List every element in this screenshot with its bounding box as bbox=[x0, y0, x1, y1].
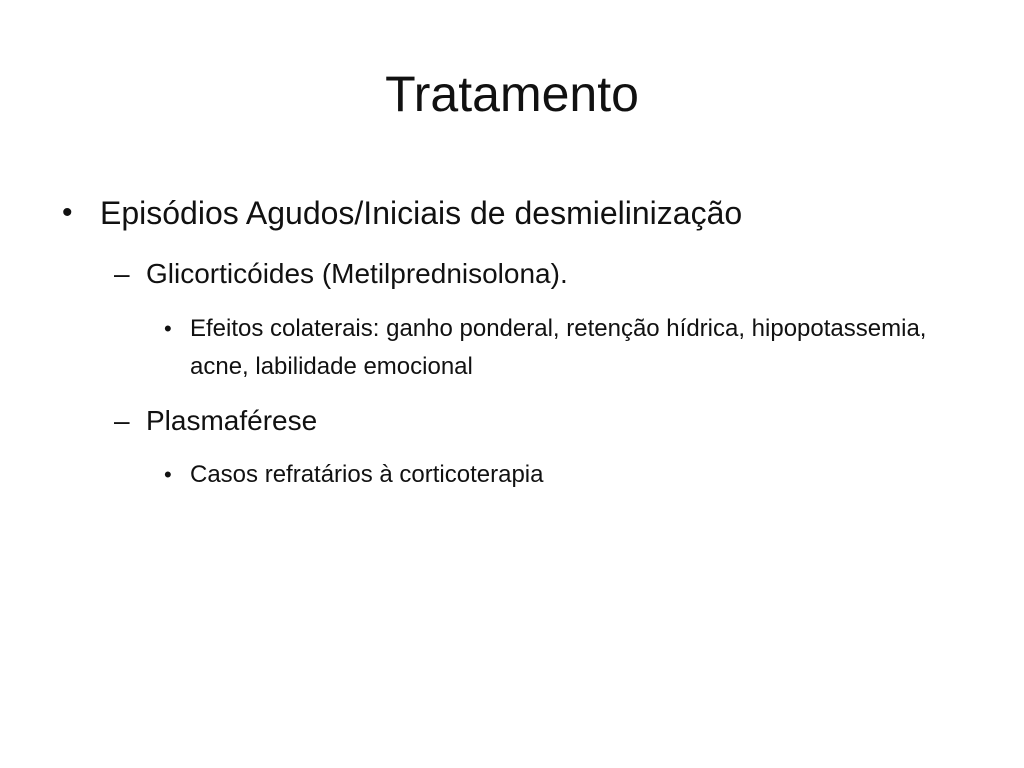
treatment-detail-text: Casos refratários à corticoterapia bbox=[190, 461, 544, 488]
bullet-marker: • bbox=[164, 462, 172, 487]
bullet-marker: • bbox=[164, 316, 172, 341]
treatment-subitem bbox=[114, 255, 914, 293]
treatment-detail-bullet bbox=[164, 310, 954, 386]
treatment-detail-bullet bbox=[164, 456, 954, 494]
main-bullet-item bbox=[62, 190, 962, 236]
dash-marker: – bbox=[114, 258, 130, 289]
dash-marker: – bbox=[114, 405, 130, 436]
slide-title: Tratamento bbox=[385, 66, 639, 122]
treatment-detail-text: Efeitos colaterais: ganho ponderal, retenção hídrica, hipopotassemia, acne, labilidade emocional bbox=[190, 315, 927, 380]
treatment-subitem-text: Glicorticóides (Metilprednisolona). bbox=[146, 258, 568, 289]
main-bullet-text: Episódios Agudos/Iniciais de desmielinização bbox=[100, 195, 743, 231]
treatment-subitem bbox=[114, 402, 914, 440]
treatment-subitem-text: Plasmaférese bbox=[146, 405, 318, 436]
bullet-marker: • bbox=[62, 196, 73, 229]
